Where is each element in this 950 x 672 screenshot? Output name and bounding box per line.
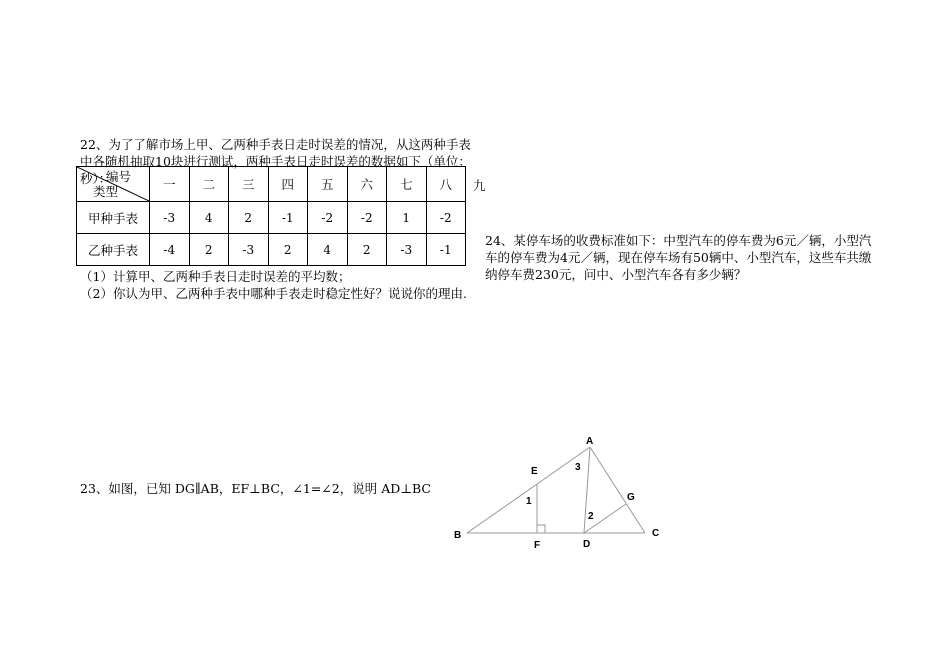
row-label: 乙种手表 bbox=[77, 234, 150, 266]
right-angle-mark bbox=[537, 525, 545, 533]
table-cell: -1 bbox=[268, 202, 308, 234]
question-23-text: 23、如图，已知 DG∥AB，EF⊥BC，∠1=∠2，说明 AD⊥BC bbox=[80, 481, 431, 496]
question-22-part-2: （2）你认为甲、乙两种手表中哪种手表走时稳定性好？说说你的理由. bbox=[80, 286, 467, 301]
label-f: F bbox=[534, 540, 541, 551]
column-header: 八 bbox=[426, 167, 466, 202]
question-22-text: 22、为了了解市场上甲、乙两种手表日走时误差的情况，从这两种手表中各随机抽取10块进行测试，两种手表日走时误差的数据如下（单位：秒）： bbox=[80, 137, 471, 186]
table-cell: 2 bbox=[189, 234, 229, 266]
table-cell: -4 bbox=[150, 234, 190, 266]
overflow-column-header: 九 bbox=[473, 178, 486, 193]
question-22-part-1: （1）计算甲、乙两种手表日走时误差的平均数； bbox=[80, 269, 351, 284]
table-cell: 4 bbox=[189, 202, 229, 234]
table-cell: 2 bbox=[229, 202, 269, 234]
label-d: D bbox=[583, 539, 591, 550]
table-cell: -2 bbox=[308, 202, 348, 234]
table-cell: -3 bbox=[229, 234, 269, 266]
angle-label-1: 1 bbox=[526, 496, 532, 507]
column-header: 三 bbox=[229, 167, 269, 202]
geometry-figure bbox=[440, 428, 680, 558]
table-row-jia bbox=[77, 202, 466, 234]
column-header: 四 bbox=[268, 167, 308, 202]
label-e: E bbox=[531, 466, 538, 477]
watch-error-table bbox=[76, 166, 466, 266]
row-label: 甲种手表 bbox=[77, 202, 150, 234]
table-cell: -3 bbox=[387, 234, 427, 266]
segment-ab bbox=[467, 447, 590, 533]
angle-label-2: 2 bbox=[588, 511, 594, 522]
table-cell: -3 bbox=[150, 202, 190, 234]
table-cell: -2 bbox=[426, 202, 466, 234]
table-row-yi bbox=[77, 234, 466, 266]
column-header: 七 bbox=[387, 167, 427, 202]
header-type-label: 类型 bbox=[93, 184, 119, 199]
column-header: 二 bbox=[189, 167, 229, 202]
table-cell: 2 bbox=[347, 234, 387, 266]
label-a: A bbox=[586, 436, 594, 447]
table-cell: 4 bbox=[308, 234, 348, 266]
column-header: 六 bbox=[347, 167, 387, 202]
label-c: C bbox=[652, 528, 660, 539]
table-header-row bbox=[77, 167, 466, 202]
column-header: 五 bbox=[308, 167, 348, 202]
label-g: G bbox=[627, 492, 635, 503]
label-b: B bbox=[454, 530, 462, 541]
column-header: 一 bbox=[150, 167, 190, 202]
diagonal-header-cell bbox=[77, 167, 150, 202]
table-cell: 2 bbox=[268, 234, 308, 266]
table-cell: -2 bbox=[347, 202, 387, 234]
angle-label-3: 3 bbox=[575, 462, 581, 473]
table-cell: -1 bbox=[426, 234, 466, 266]
question-24-text: 24、某停车场的收费标准如下：中型汽车的停车费为6元／辆，小型汽车的停车费为4元／辆，现在停车场有50辆中、小型汽车，这些车共缴纳停车费230元，问中、小型汽车各有多少辆？ bbox=[485, 233, 872, 282]
header-number-label: 编号 bbox=[105, 169, 131, 184]
table-cell: 1 bbox=[387, 202, 427, 234]
segment-ac bbox=[590, 447, 645, 533]
